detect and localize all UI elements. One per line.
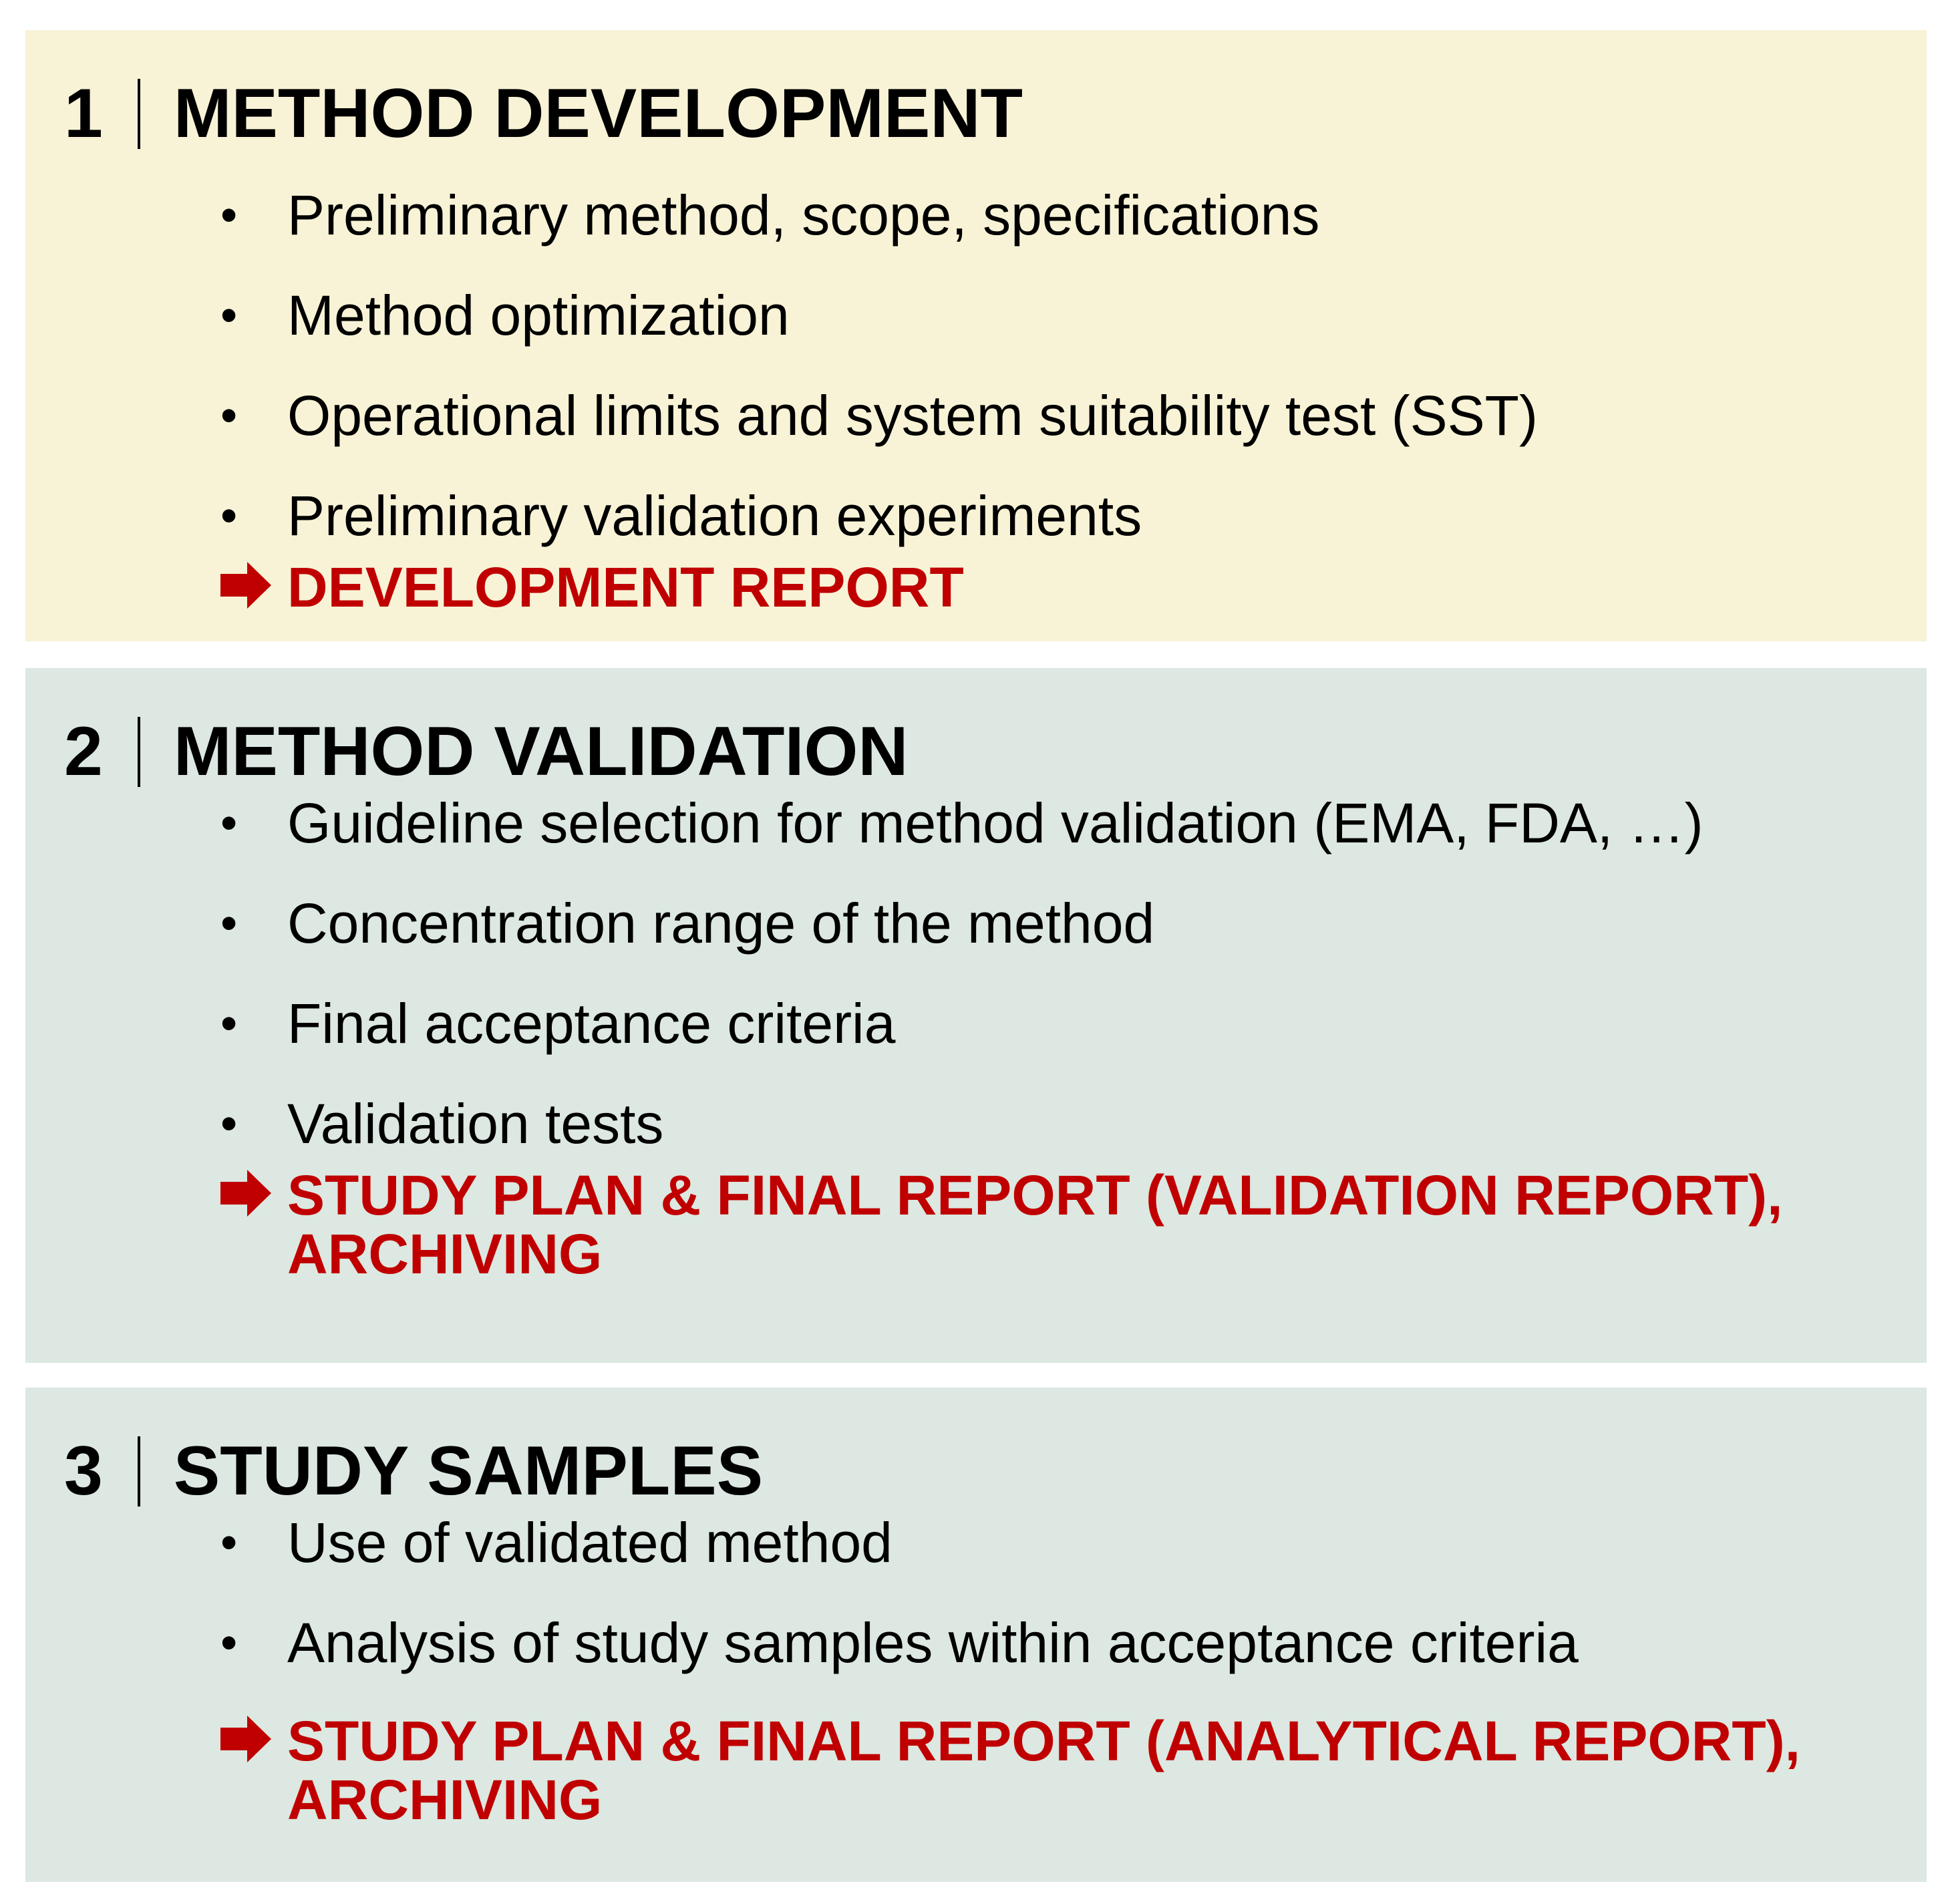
list-item-text: Use of validated method xyxy=(287,1511,893,1574)
list-item xyxy=(220,466,1538,566)
list-item-text: Preliminary method, scope, specifications xyxy=(287,183,1320,247)
list-item xyxy=(220,265,1538,365)
right-arrow-icon xyxy=(220,1166,287,1217)
bullet-dot-icon: • xyxy=(220,1097,238,1150)
section-title: METHOD VALIDATION xyxy=(173,712,909,790)
section-number: 2 xyxy=(64,712,103,790)
bullet-dot-icon: • xyxy=(220,1616,238,1670)
list-item xyxy=(220,1074,1704,1174)
list-item xyxy=(220,873,1704,973)
list-item xyxy=(220,973,1704,1074)
section-study-samples xyxy=(25,1388,1927,1882)
list-item xyxy=(220,773,1704,873)
report-text: STUDY PLAN & FINAL REPORT (VALIDATION REPORT), ARCHIVING xyxy=(287,1164,1783,1285)
list-item-text: Concentration range of the method xyxy=(287,891,1155,955)
heading-separator xyxy=(138,717,140,787)
report-line xyxy=(220,1712,1800,1829)
section-heading xyxy=(64,50,1023,177)
bullet-list xyxy=(220,773,1704,1174)
report-line xyxy=(220,558,964,617)
heading-separator xyxy=(138,1436,140,1506)
bullet-list xyxy=(220,165,1538,566)
list-item-text: Operational limits and system suitability test (SST) xyxy=(287,383,1538,447)
bullet-dot-icon: • xyxy=(220,289,238,342)
list-item xyxy=(220,165,1538,265)
list-item-text: Method optimization xyxy=(287,283,790,347)
report-text: STUDY PLAN & FINAL REPORT (ANALYTICAL REPORT), ARCHIVING xyxy=(287,1710,1801,1831)
right-arrow-icon xyxy=(220,1712,287,1762)
bullet-dot-icon: • xyxy=(220,188,238,242)
bullet-dot-icon: • xyxy=(220,489,238,542)
bullet-dot-icon: • xyxy=(220,796,238,850)
section-title: STUDY SAMPLES xyxy=(173,1432,764,1510)
section-number: 3 xyxy=(64,1432,103,1510)
list-item-text: Preliminary validation experiments xyxy=(287,484,1142,547)
section-number: 1 xyxy=(64,74,103,152)
bullet-dot-icon: • xyxy=(220,1516,238,1569)
right-arrow-icon xyxy=(220,558,287,609)
list-item-text: Analysis of study samples within acceptance criteria xyxy=(287,1611,1579,1674)
list-item-text: Validation tests xyxy=(287,1092,664,1155)
list-item-text: Final acceptance criteria xyxy=(287,991,896,1055)
section-method-development xyxy=(25,30,1927,641)
report-text: DEVELOPMENT REPORT xyxy=(287,556,964,619)
section-title: METHOD DEVELOPMENT xyxy=(173,74,1023,152)
section-method-validation xyxy=(25,668,1927,1363)
list-item xyxy=(220,1492,1579,1593)
bullet-dot-icon: • xyxy=(220,997,238,1050)
list-item xyxy=(220,365,1538,466)
list-item xyxy=(220,1593,1579,1693)
bullet-dot-icon: • xyxy=(220,389,238,442)
bullet-dot-icon: • xyxy=(220,897,238,950)
heading-separator xyxy=(138,79,140,149)
report-line xyxy=(220,1166,1782,1283)
list-item-text: Guideline selection for method validation (EMA, FDA, …) xyxy=(287,791,1704,854)
bullet-list xyxy=(220,1492,1579,1693)
